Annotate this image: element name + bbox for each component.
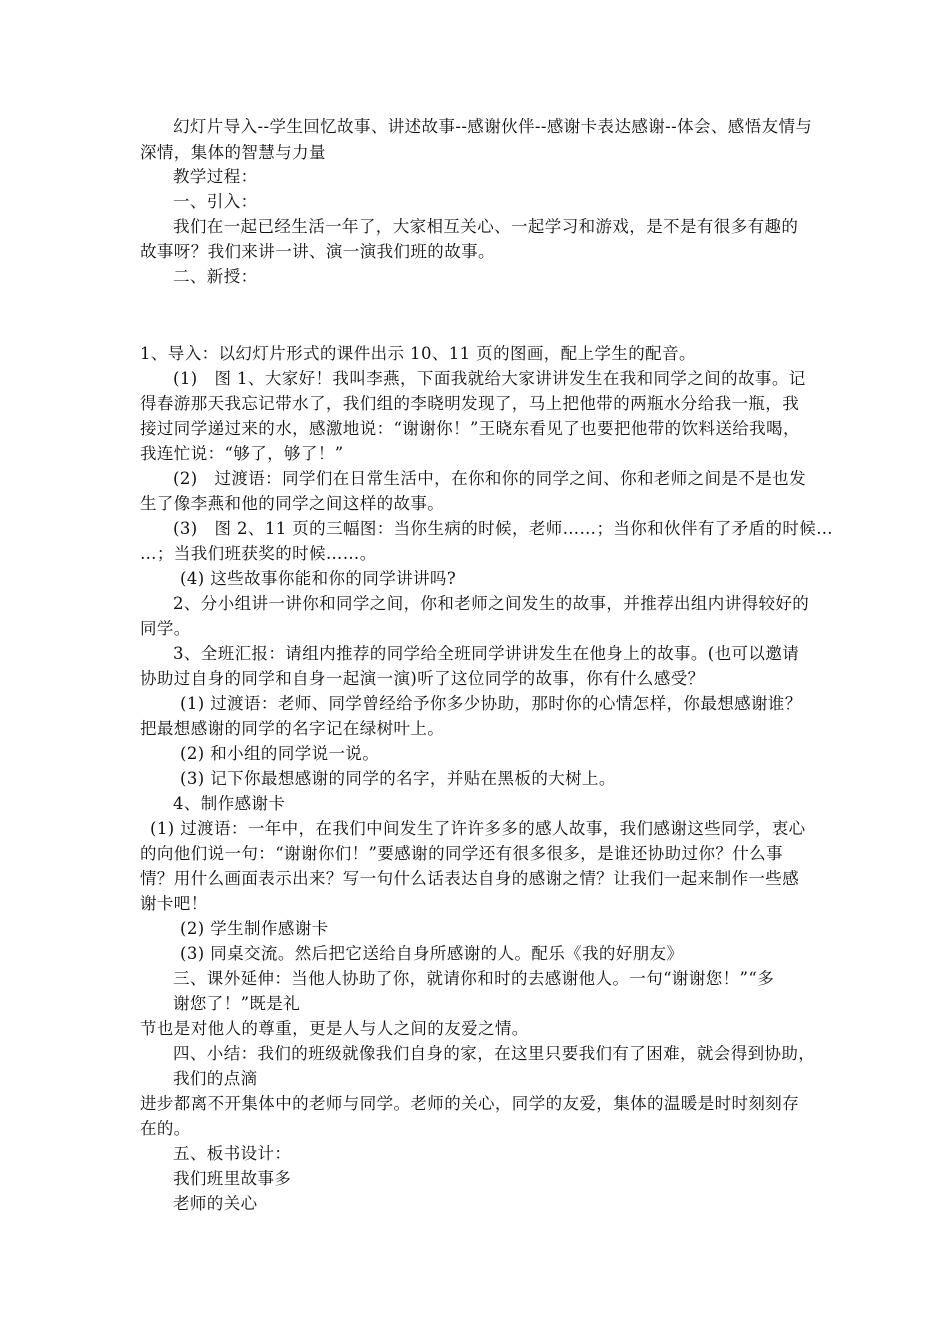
paragraph-line: 谢您了！”既是礼 [173, 994, 301, 1013]
paragraph-line: 情？用什么画面表示出来？写一句什么话表达自身的感谢之情？让我们一起来制作一些感 [140, 869, 800, 888]
paragraph-line: 我连忙说：“够了，够了！” [140, 444, 344, 463]
heading-summary: 四、小结：我们的班级就像我们自身的家，在这里只要我们有了困难，就会得到协助， [173, 1044, 816, 1063]
paragraph-line: 故事呀？我们来讲一讲、演一演我们班的故事。 [140, 242, 495, 261]
paragraph-line: 把最想感谢的同学的名字记在绿树叶上。 [140, 719, 445, 738]
heading-extension: 三、课外延伸：当他人协助了你，就请你和时的去感谢他人。一句“谢谢您！”“多 [173, 969, 775, 988]
paragraph-line: 我们在一起已经生活一年了，大家相互关心、一起学习和游戏，是不是有很多有趣的 [173, 217, 799, 236]
paragraph-line: (1) 过渡语：老师、同学曾经给予你多少协助，那时你的心情怎样，你最想感谢谁？ [180, 694, 802, 713]
paragraph-line: 得春游那天我忘记带水了，我们组的李晓明发现了，马上把他带的两瓶水分给我一瓶，我 [140, 394, 800, 413]
board-item: 老师的关心 [173, 1194, 258, 1213]
paragraph-line: (2) 过渡语：同学们在日常生活中，在你和你的同学之间、你和老师之间是不是也发 [173, 469, 806, 488]
paragraph-line: (3) 图 2、11 页的三幅图：当你生病的时候，老师……；当你和伙伴有了矛盾的时候… [173, 519, 834, 538]
heading-introduction: 一、引入： [173, 192, 258, 211]
paragraph-line: 同学。 [140, 619, 191, 638]
paragraph-line: 接过同学递过来的水，感激地说：“谢谢你！”王晓东看见了也要把他带的饮料送给我喝， [140, 419, 800, 438]
paragraph-line: 节也是对他人的尊重，更是人与人之间的友爱之情。 [140, 1019, 529, 1038]
paragraph-line: 我们的点滴 [173, 1069, 258, 1088]
heading-process: 教学过程： [173, 167, 258, 186]
paragraph-line: 进步都离不开集体中的老师与同学。老师的关心，同学的友爱，集体的温暖是时时刻刻存 [140, 1094, 800, 1113]
item-1-line: 1、导入：以幻灯片形式的课件出示 10、11 页的图画，配上学生的配音。 [140, 344, 696, 363]
paragraph-line: (4) 这些故事你能和你的同学讲讲吗? [180, 569, 457, 588]
intro-line-2: 深情，集体的智慧与力量 [140, 143, 326, 162]
paragraph-line: (3) 同桌交流。然后把它送给自身所感谢的人。配乐《我的好朋友》 [180, 944, 684, 963]
board-title: 我们班里故事多 [173, 1169, 292, 1188]
intro-line-1: 幻灯片导入--学生回忆故事、讲述故事--感谢伙伴--感谢卡表达感谢--体会、感悟友情与 [173, 117, 813, 136]
paragraph-line: (3) 记下你最想感谢的同学的名字，并贴在黑板的大树上。 [180, 769, 616, 788]
item-4-line: 4、制作感谢卡 [173, 794, 286, 813]
heading-board-design: 五、板书设计： [173, 1144, 292, 1163]
paragraph-line: 的向他们说一句：“谢谢你们！”要感谢的同学还有很多很多，是谁还协助过你？什么事 [140, 844, 783, 863]
paragraph-line: (1) 过渡语：一年中，在我们中间发生了许许多多的感人故事，我们感谢这些同学，衷心 [150, 819, 806, 838]
paragraph-line: 生了像李燕和他的同学之间这样的故事。 [140, 494, 445, 513]
heading-new-lesson: 二、新授： [173, 267, 258, 286]
paragraph-line: (2) 学生制作感谢卡 [180, 919, 329, 938]
paragraph-line: …；当我们班获奖的时候……。 [140, 544, 377, 563]
item-2-line: 2、分小组讲一讲你和同学之间，你和老师之间发生的故事，并推荐出组内讲得较好的 [173, 594, 810, 613]
paragraph-line: (1) 图 1、大家好！我叫李燕，下面我就给大家讲讲发生在我和同学之间的故事。记 [173, 369, 806, 388]
item-3-line: 3、全班汇报：请组内推荐的同学给全班同学讲讲发生在他身上的故事。(也可以邀请 [173, 644, 800, 663]
paragraph-line: 谢卡吧！ [140, 894, 208, 913]
paragraph-line: (2) 和小组的同学说一说。 [180, 744, 380, 763]
paragraph-line: 协助过自身的同学和自身一起演一演)听了这位同学的故事，你有什么感受？ [140, 669, 705, 688]
paragraph-line: 在的。 [140, 1119, 191, 1138]
